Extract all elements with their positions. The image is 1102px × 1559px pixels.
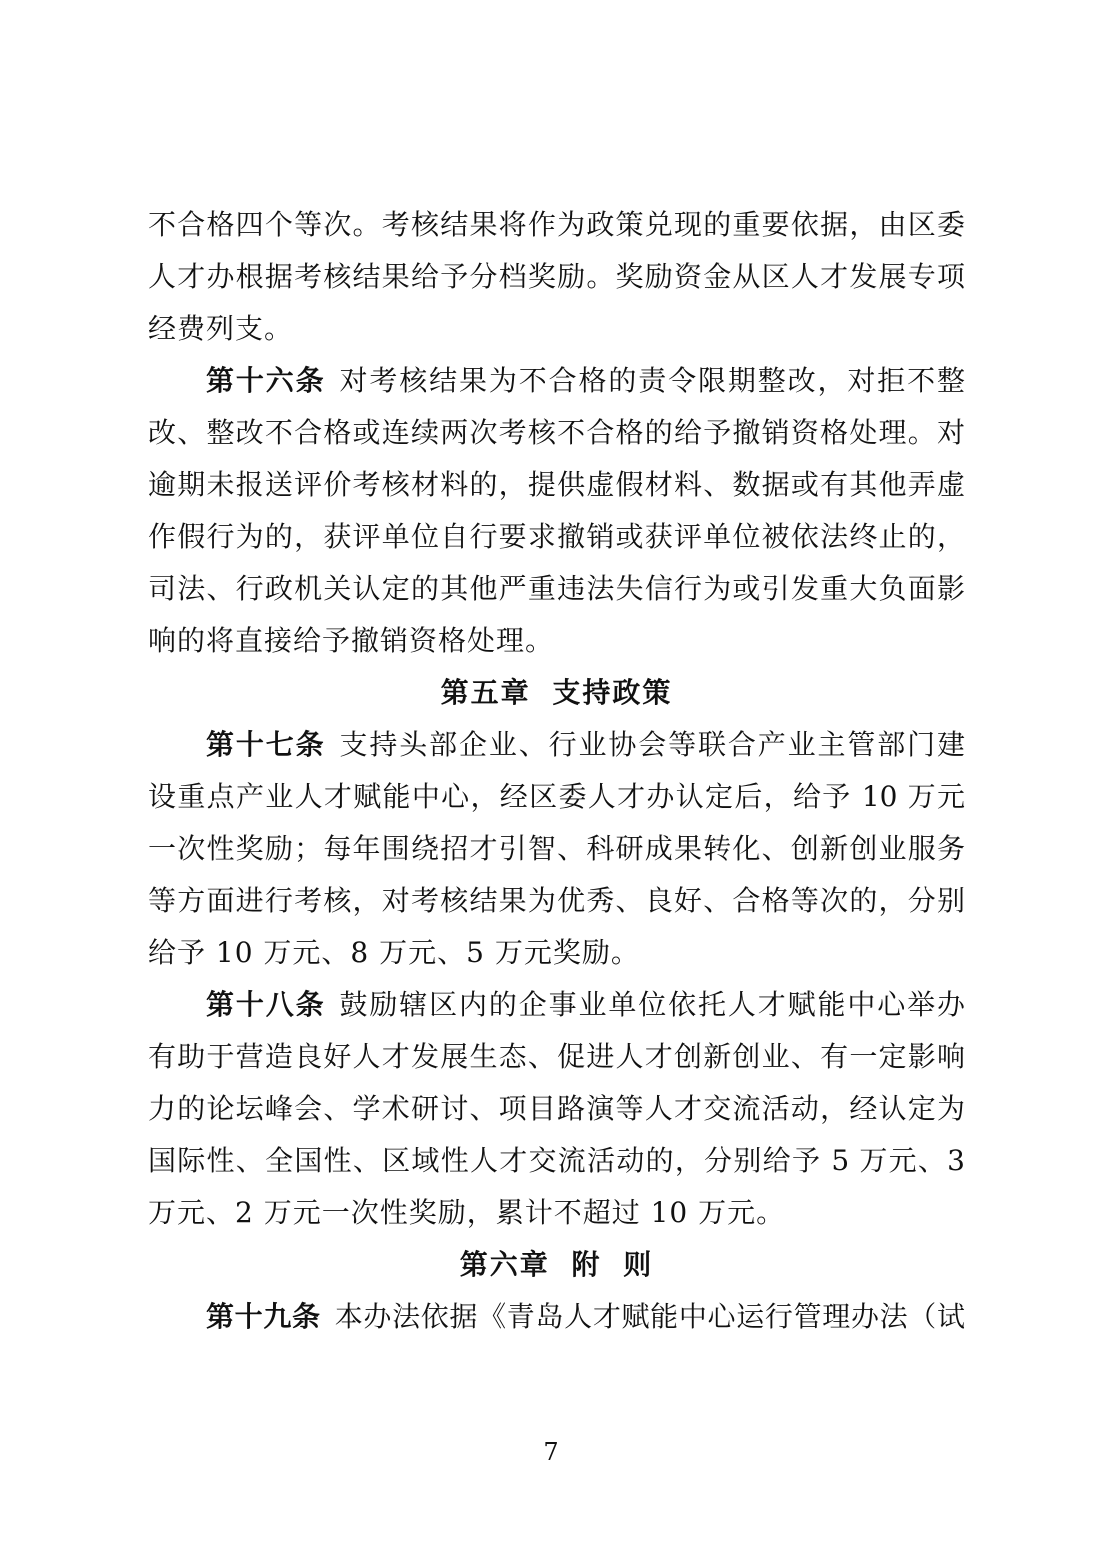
article-text: 鼓励辖区内的企事业单位依托人才赋能中心举办: [339, 988, 965, 1021]
body-line: 一次性奖励；每年围绕招才引智、科研成果转化、创新创业服务: [148, 832, 965, 865]
article-19-first-line: [148, 1291, 965, 1343]
body-line: 作假行为的，获评单位自行要求撤销或获评单位被依法终止的，: [148, 520, 965, 553]
article-17-first-line: [148, 719, 965, 771]
article-text: 支持头部企业、行业协会等联合产业主管部门建: [339, 728, 965, 761]
document-body: [148, 199, 965, 1343]
article-label: 第十八条: [206, 988, 326, 1021]
body-line: 给予 10 万元、8 万元、5 万元奖励。: [148, 936, 640, 969]
article-label: 第十六条: [206, 364, 326, 397]
article-16-first-line: [148, 355, 965, 407]
article-text: 对考核结果为不合格的责令限期整改，对拒不整: [339, 364, 965, 397]
article-label: 第十九条: [206, 1300, 321, 1333]
body-line: 有助于营造良好人才发展生态、促进人才创新创业、有一定影响: [148, 1040, 965, 1073]
body-line: 设重点产业人才赋能中心，经区委人才办认定后，给予 10 万元: [148, 780, 965, 813]
body-line: 响的将直接给予撤销资格处理。: [148, 624, 555, 657]
article-text: 本办法依据《青岛人才赋能中心运行管理办法（试: [334, 1300, 965, 1333]
body-line: 改、整改不合格或连续两次考核不合格的给予撤销资格处理。对: [148, 416, 965, 449]
body-line: 不合格四个等次。考核结果将作为政策兑现的重要依据，由区委: [148, 208, 965, 241]
body-line: 人才办根据考核结果给予分档奖励。奖励资金从区人才发展专项: [148, 260, 965, 293]
article-label: 第十七条: [206, 728, 326, 761]
body-line: 力的论坛峰会、学术研讨、项目路演等人才交流活动，经认定为: [148, 1092, 965, 1125]
body-line: 逾期未报送评价考核材料的，提供虚假材料、数据或有其他弄虚: [148, 468, 965, 501]
body-line: 司法、行政机关认定的其他严重违法失信行为或引发重大负面影: [148, 572, 965, 605]
body-line: 国际性、全国性、区域性人才交流活动的，分别给予 5 万元、3: [148, 1144, 965, 1177]
chapter-heading: 第五章 支持政策: [440, 676, 673, 709]
chapter-heading: 第六章 附 则: [459, 1248, 654, 1281]
body-line: 经费列支。: [148, 312, 294, 345]
body-line: 万元、2 万元一次性奖励，累计不超过 10 万元。: [148, 1196, 786, 1229]
page-number: 7: [543, 1438, 559, 1466]
article-18-first-line: [148, 979, 965, 1031]
body-line: 等方面进行考核，对考核结果为优秀、良好、合格等次的，分别: [148, 884, 965, 917]
